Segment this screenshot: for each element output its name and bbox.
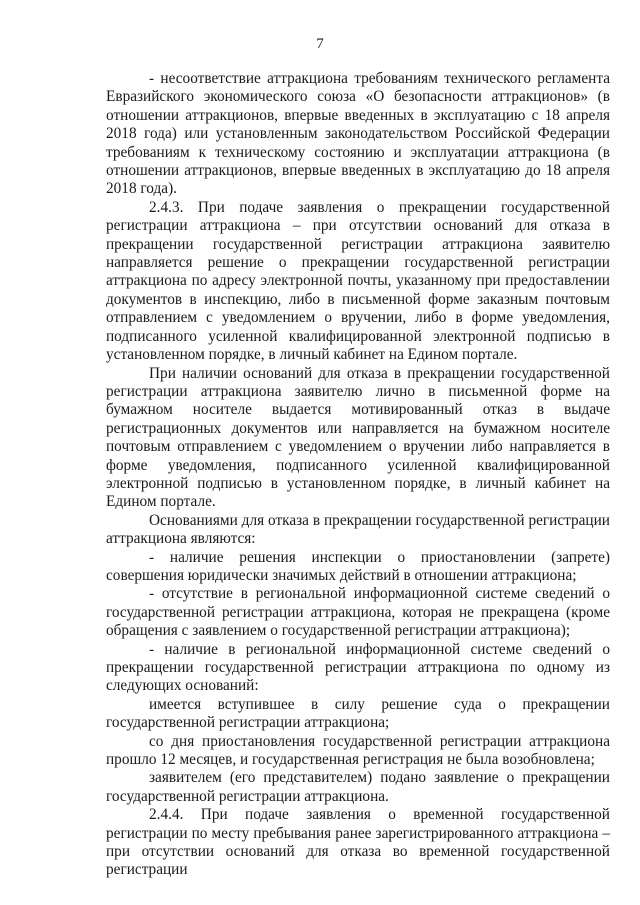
paragraph: со дня приостановления государственной регистрации аттракциона прошло 12 месяцев, и государственная регистрация не была возобновлена; <box>106 732 610 769</box>
paragraph: 2.4.3. При подаче заявления о прекращении государственной регистрации аттракциона – при отсутствии оснований для отказа в прекращении государственной регистрации аттракциона заявителю направляется решение о прекращении государственной регистрации аттракциона по адресу электронной почты, указанному при предоставлении документов в инспекцию, либо в письменной форме заказным почтовым отправлением с уведомлением о вручении, либо в форме уведомления, подписанного усиленной квалифицированной электронной подписью в установленном порядке, в личный кабинет на Едином портале. <box>106 198 610 364</box>
paragraph: имеется вступившее в силу решение суда о прекращении государственной регистрации аттракциона; <box>106 695 610 732</box>
paragraph: При наличии оснований для отказа в прекращении государственной регистрации аттракциона заявителю лично в письменной форме на бумажном носителе выдается мотивированный отказ в выдаче регистрационных документов или направляется на бумажном носителе почтовым отправлением с уведомлением о вручении либо направляется в форме уведомления, подписанного усиленной квалифицированной электронной подписью в установленном порядке, в личный кабинет на Едином портале. <box>106 364 610 511</box>
document-body <box>106 70 610 880</box>
paragraph: 2.4.4. При подаче заявления о временной государственной регистрации по месту пребывания ранее зарегистрированного аттракциона – при отсутствии оснований для отказа во временной государственной регистрации <box>106 806 610 879</box>
paragraph: Основаниями для отказа в прекращении государственной регистрации аттракциона являются: <box>106 511 610 548</box>
paragraph: - отсутствие в региональной информационной системе сведений о государственной регистрации аттракциона, которая не прекращена (кроме обращения с заявлением о государственной регистрации аттракциона); <box>106 585 610 640</box>
paragraph: - наличие в региональной информационной системе сведений о прекращении государственной регистрации аттракциона по одному из следующих оснований: <box>106 640 610 695</box>
page-number: 7 <box>316 36 324 52</box>
paragraph: заявителем (его представителем) подано заявление о прекращении государственной регистрации аттракциона. <box>106 769 610 805</box>
paragraph: - несоответствие аттракциона требованиям технического регламента Евразийского экономического союза «О безопасности аттракционов» (в отношении аттракционов, впервые введенных в эксплуатацию с 18 апреля 2018 года) или установленным законодательством Российской Федерации требованиям к техническому состоянию и эксплуатации аттракциона (в отношении аттракционов, впервые введенных в эксплуатацию до 18 апреля 2018 года). <box>106 70 610 198</box>
paragraph: - наличие решения инспекции о приостановлении (запрете) совершения юридически значимых действий в отношении аттракциона; <box>106 548 610 584</box>
